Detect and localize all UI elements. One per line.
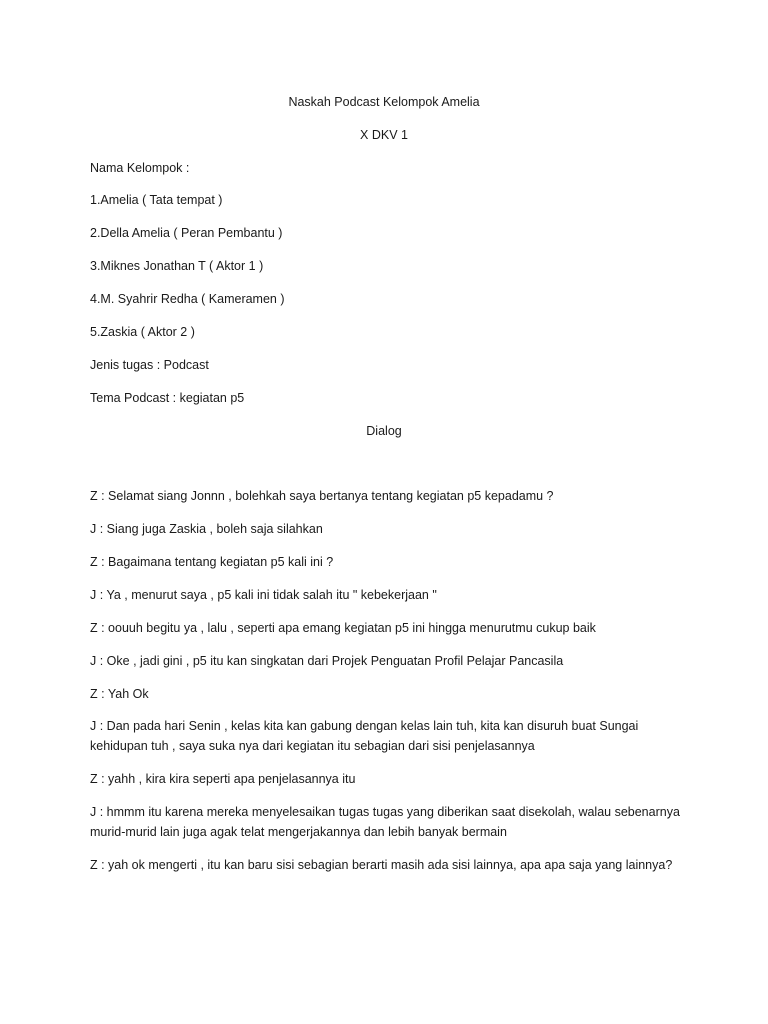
dialog-line: Z : oouuh begitu ya , lalu , seperti apa emang kegiatan p5 ini hingga menurutmu cukup baik: [90, 621, 596, 635]
member-item: 1.Amelia ( Tata tempat ): [90, 193, 223, 207]
dialog-line: J : Dan pada hari Senin , kelas kita kan gabung dengan kelas lain tuh, kita kan disuruh buat Sungai kehidupan tuh , saya suka nya dari kegiatan itu sebagian dari sisi penjelasannya: [90, 719, 639, 753]
member-item: 3.Miknes Jonathan T ( Aktor 1 ): [90, 259, 264, 273]
dialog-line: Z : Yah Ok: [90, 687, 149, 701]
dialog-line: Z : yahh , kira kira seperti apa penjelasannya itu: [90, 772, 356, 786]
dialog-line: Z : Bagaimana tentang kegiatan p5 kali ini ?: [90, 555, 334, 569]
document-title: Naskah Podcast Kelompok Amelia: [288, 95, 480, 109]
member-item: 2.Della Amelia ( Peran Pembantu ): [90, 226, 283, 240]
dialog-line: J : hmmm itu karena mereka menyelesaikan tugas tugas yang diberikan saat disekolah, walau sebenarnya murid-murid lain juga agak telat mengerjakannya dan lebih banyak bermain: [90, 805, 680, 839]
theme-line: Tema Podcast : kegiatan p5: [90, 391, 245, 405]
member-item: 5.Zaskia ( Aktor 2 ): [90, 325, 195, 339]
member-item: 4.M. Syahrir Redha ( Kameramen ): [90, 292, 285, 306]
dialog-line: Z : yah ok mengerti , itu kan baru sisi sebagian berarti masih ada sisi lainnya, apa apa saja yang lainnya?: [90, 858, 673, 872]
group-label: Nama Kelompok :: [90, 161, 190, 175]
dialog-line: J : Siang juga Zaskia , boleh saja silahkan: [90, 522, 323, 536]
class-label: X DKV 1: [360, 128, 408, 142]
dialog-line: J : Oke , jadi gini , p5 itu kan singkatan dari Projek Penguatan Profil Pelajar Pancasila: [90, 654, 564, 668]
dialog-line: Z : Selamat siang Jonnn , bolehkah saya bertanya tentang kegiatan p5 kepadamu ?: [90, 489, 554, 503]
dialog-heading: Dialog: [366, 424, 402, 438]
dialog-line: J : Ya , menurut saya , p5 kali ini tidak salah itu " kebekerjaan ": [90, 588, 437, 602]
task-type: Jenis tugas : Podcast: [90, 358, 209, 372]
